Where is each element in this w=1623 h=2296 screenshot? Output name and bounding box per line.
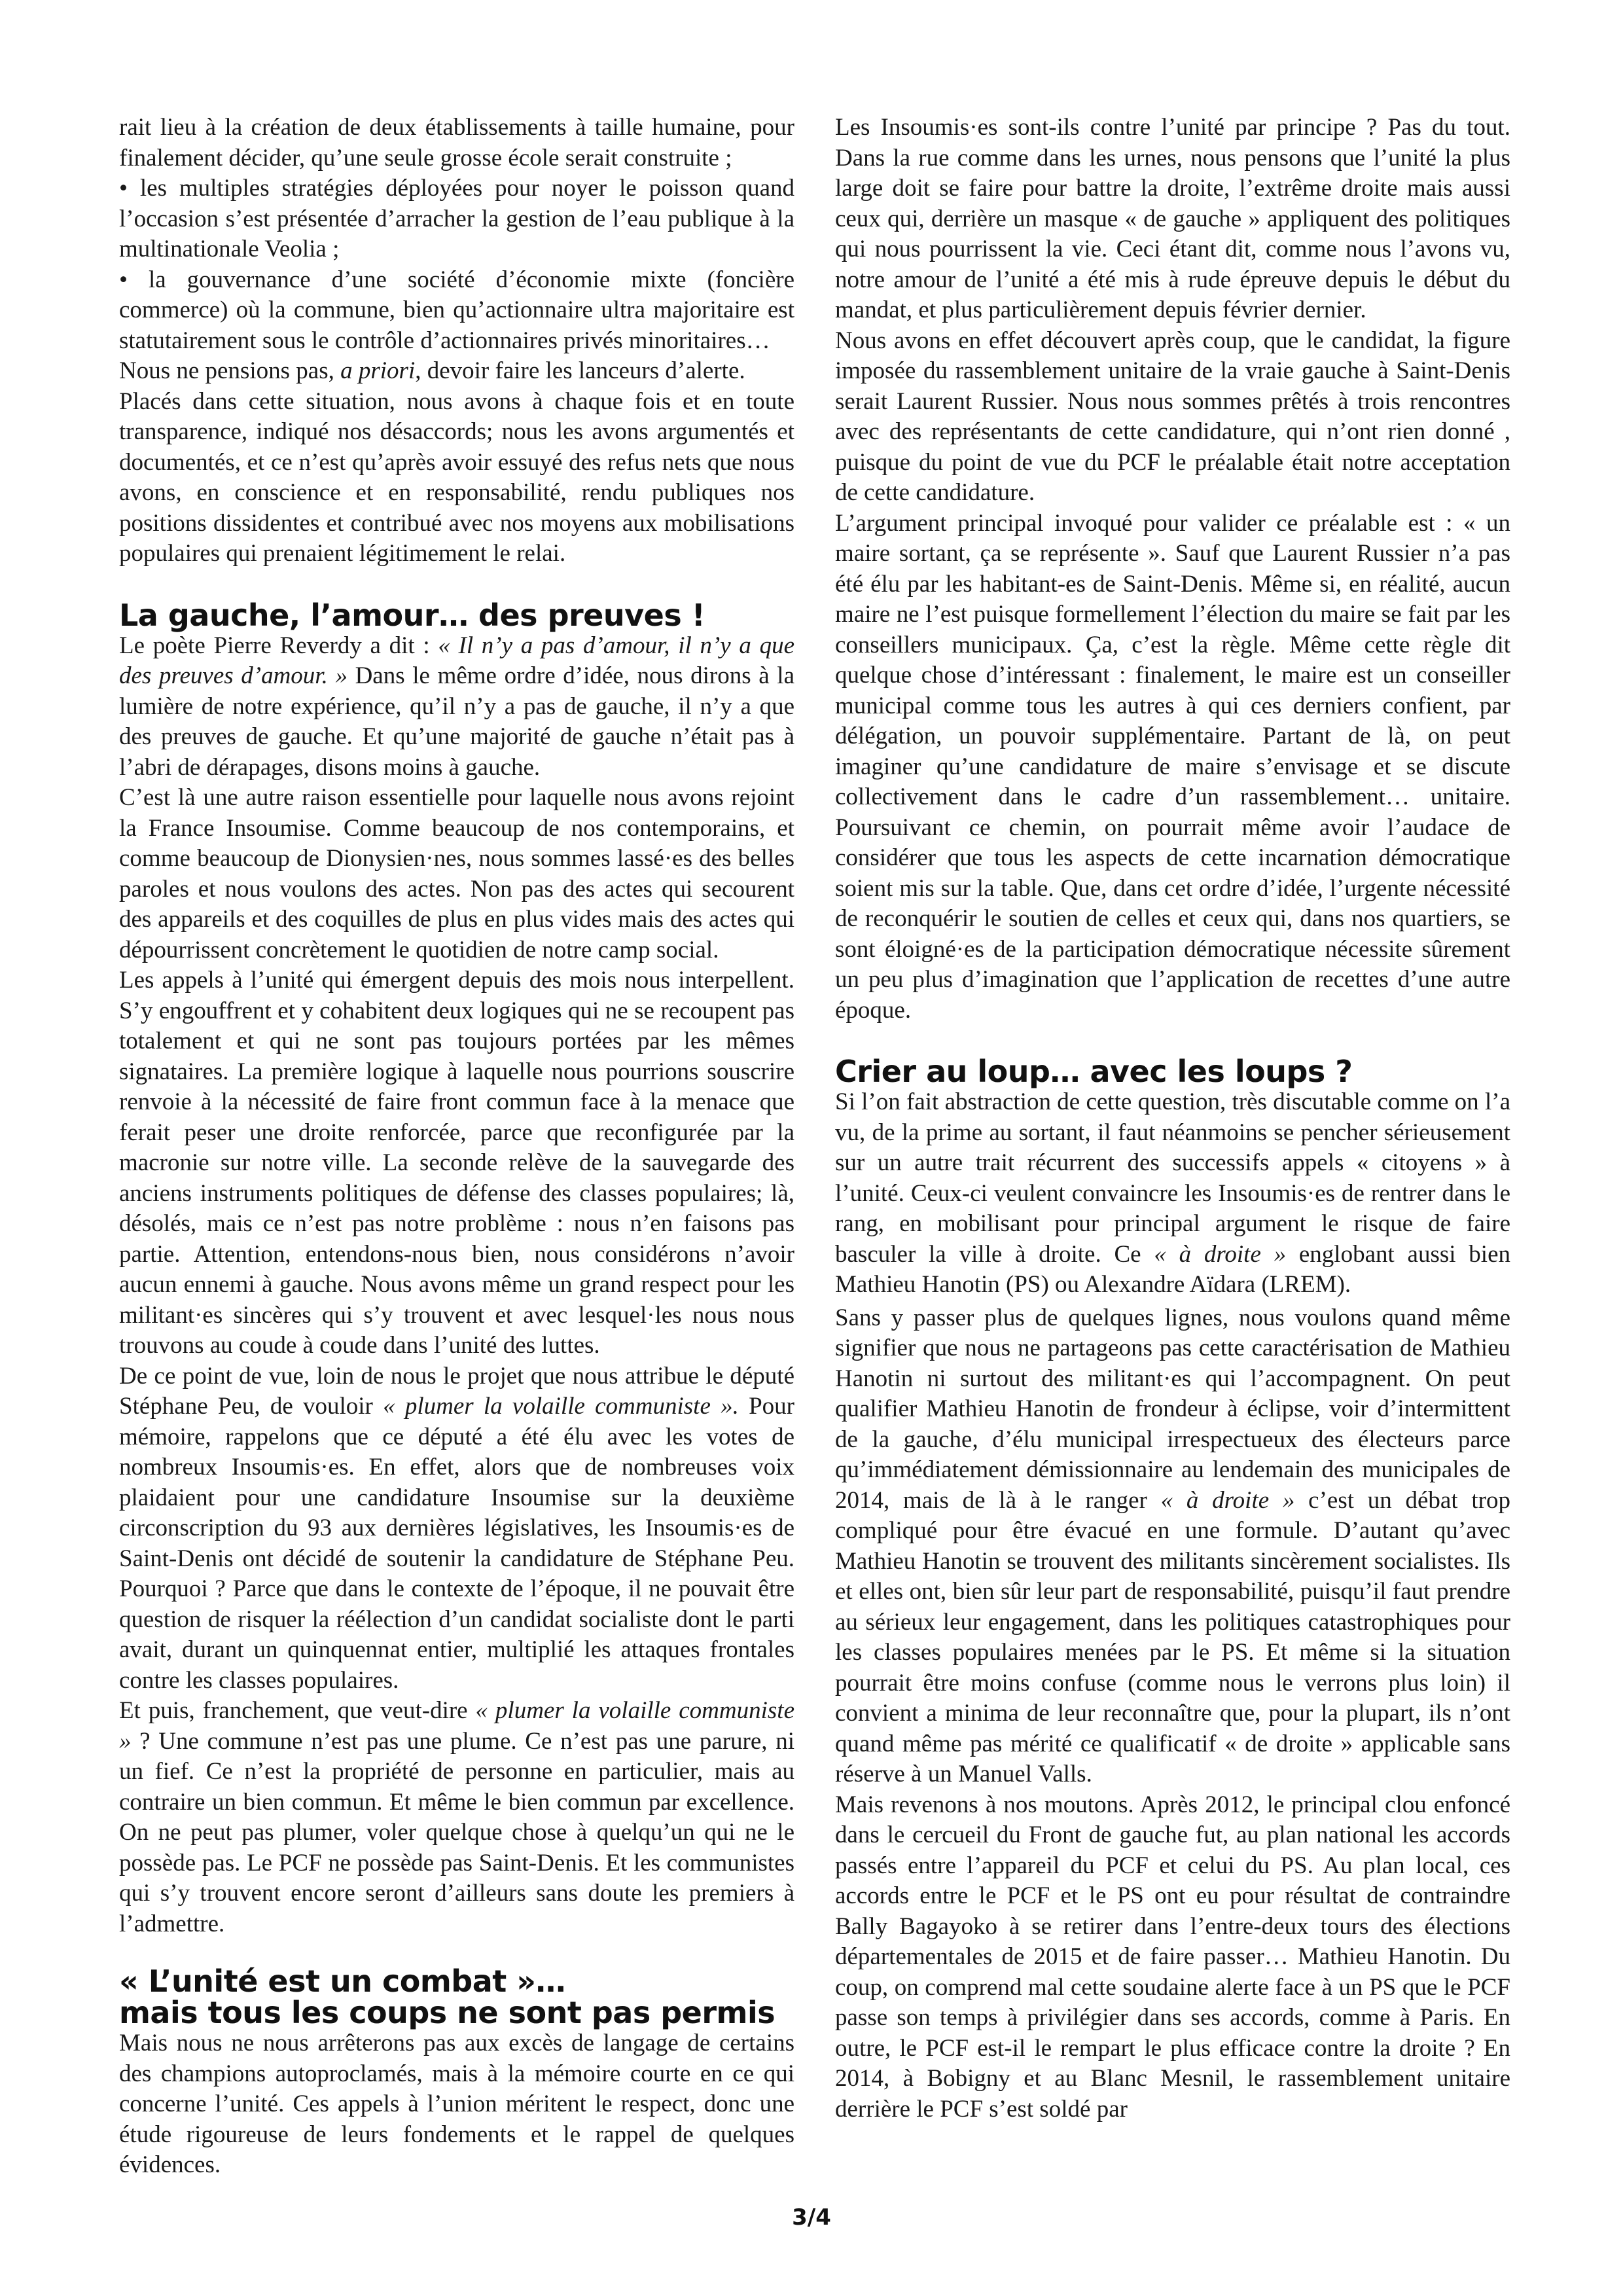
paragraph: Mais revenons à nos moutons. Après 2012, le principal clou enfoncé dans le cercueil du Front de gauche fut, au plan national les accords passés entre l’appareil du PCF et celui du PS. Au plan local, ces accords entre le PCF et le PS ont eu pour résultat de contraindre Bally Bagayoko à se retirer dans l’entre-deux tours des élections départementales de 2015 et de faire passer… Mathieu Hanotin. Du coup, on comprend mal cette soudaine alerte face à un PS que le PCF passe son temps à privilégier dans ses accords, comme à Paris. En outre, le PCF est-il le rempart le plus efficace contre la droite ? En 2014, à Bobigny et au Blanc Mesnil, le rassemblement unitaire derrière le PCF s’est soldé par [835, 1791, 1510, 2123]
paragraph: Mais nous ne nous arrêterons pas aux excès de langage de certains des champions autoproclamés, mais à la mémoire courte en ce qui concerne l’unité. Ces appels à l’union méritent le respect, donc une étude rigoureuse de leurs fondements et le rappel de quelques évidences. [119, 2030, 794, 2178]
bullet-item: • la gouvernance d’une société d’économie mixte (foncière commerce) où la commune, bien qu’actionnaire ultra majoritaire est statutairement sous le contrôle d’actionnaires privés minoritaires… [119, 266, 794, 354]
page-number: 3/4 [792, 2204, 831, 2231]
bullet-item: • les multiples stratégies déployées pour noyer le poisson quand l’occasion s’est présentée d’arracher la gestion de l’eau publique à la multinationale Veolia ; [119, 175, 794, 262]
paragraph: Nous ne pensions pas, a priori, devoir faire les lanceurs d’alerte. [119, 357, 745, 384]
paragraph: Et puis, franchement, que veut-dire « plumer la volaille communiste » ? Une commune n’est pas une plume. Ce n’est pas une parure, ni un fief. Ce n’est la propriété de personne en particulier, mais au contraire un bien commun. Et même le bien commun par excellence. On ne peut pas plumer, voler quelque chose à quelqu’un qui ne le possède pas. Le PCF ne possède pas Saint-Denis. Et les communistes qui s’y trouvent encore seront d’ailleurs sans doute les premiers à l’admettre. [119, 1697, 794, 1937]
paragraph: rait lieu à la création de deux établissements à taille humaine, pour finalement décider, qu’une seule grosse école serait construite ; [119, 114, 794, 171]
paragraph: Placés dans cette situation, nous avons à chaque fois et en toute transparence, indiqué nos désaccords; nous les avons argumentés et documentés, et ce n’est qu’après avoir essuyé des refus nets que nous avons, en conscience et en responsabilité, rendu publiques nos positions dissidentes et contribué avec nos moyens aux mobilisations populaires qui prenaient légitimement le relai. [119, 387, 794, 567]
paragraph: Les Insoumis·es sont-ils contre l’unité par principe ? Pas du tout. Dans la rue comme dans les urnes, nous pensons que l’unité la plus large doit se faire pour battre la droite, l’extrême droite mais aussi ceux qui, derrière un masque « de gauche » appliquent des politiques qui nous pourrissent la vie. Ceci étant dit, comme nous l’avons vu, notre amour de l’unité a été mis à rude épreuve depuis le début du mandat, et plus particulièrement depuis février dernier. [835, 114, 1510, 323]
paragraph: L’argument principal invoqué pour valider ce préalable est : « un maire sortant, ça se représente ». Sauf que Laurent Russier n’a pas été élu par les habitant-es de Saint-Denis. Même si, en réalité, aucun maire ne l’est puisque formellement l’élection du maire se fait par les conseillers municipaux. Ça, c’est la règle. Même cette règle dit quelque chose d’intéressant : finalement, le maire est un conseiller municipal comme tous les autres à qui ces derniers confient, par délégation, un pouvoir supplémentaire. Partant de là, on peut imaginer qu’une candidature de maire s’envisage et se discute collectivement dans le cadre d’un rassemblement… unitaire. Poursuivant ce chemin, on pourrait même avoir l’audace de considérer que tous les aspects de cette incarnation démocratique soient mis sur la table. Que, dans cet ordre d’idée, l’urgente nécessité de reconquérir le soutien de celles et ceux qui, dans nos quartiers, se sont éloigné·es de la participation démocratique nécessite sûrement un peu plus d’imagination que l’application de recettes d’une autre époque. [835, 509, 1510, 1024]
section-heading: « L’unité est un combat »… mais tous les coups ne sont pas permis [119, 1964, 776, 2030]
paragraph: Sans y passer plus de quelques lignes, nous voulons quand même signifier que nous ne partageons pas cette caractérisation de Mathieu Hanotin ni surtout des militant·es qui l’accompagnent. On peut qualifier Mathieu Hanotin de frondeur à éclipse, voir d’intermittent de la gauche, d’élu municipal irrespectueux des électeurs parce qu’immédiatement démissionnaire au lendemain des municipales de 2014, mais de là à le ranger « à droite » c’est un débat trop compliqué pour être évacué en une formule. D’autant qu’avec Mathieu Hanotin se trouvent des militants sincèrement socialistes. Ils et elles ont, bien sûr leur part de responsabilité, puisqu’il faut prendre au sérieux leur engagement, dans les politiques catastrophiques pour les classes populaires menées par le PS. Et même si la situation pourrait être moins confuse (comme nous le verrons plus loin) il convient a minima de leur reconnaître que, pour la plupart, ils n’ont quand même pas mérité ce qualificatif « de droite » applicable sans réserve à un Manuel Valls. [835, 1304, 1510, 1787]
paragraph: Le poète Pierre Reverdy a dit : « Il n’y a pas d’amour, il n’y a que des preuves d’amour. » Dans le même ordre d’idée, nous dirons à la lumière de notre expérience, qu’il n’y a pas de gauche, il n’y a que des preuves de gauche. Et qu’une majorité de gauche n’était pas à l’abri de dérapages, disons moins à gauche. [119, 632, 794, 781]
section-heading: Crier au loup… avec les loups ? [835, 1054, 1353, 1089]
paragraph: Les appels à l’unité qui émergent depuis des mois nous interpellent. S’y engouffrent et y cohabitent deux logiques qui ne se recoupent pas totalement et qui ne sont pas toujours portées par les mêmes signataires. La première logique à laquelle nous pourrions souscrire renvoie à la nécessité de faire front commun face à la menace que ferait peser une droite renforcée, parce que reconfigurée par la macronie sur notre ville. La seconde relève de la sauvegarde des anciens instruments politiques de défense des classes populaires; là, désolés, mais ce n’est pas notre problème : nous n’en faisons pas partie. Attention, entendons-nous bien, nous considérons n’avoir aucun ennemi à gauche. Nous avons même un grand respect pour les militant·es sincères qui s’y trouvent et avec lesquel·les nous nous trouvons au coude à coude dans l’unité des luttes. [119, 967, 794, 1359]
paragraph: De ce point de vue, loin de nous le projet que nous attribue le député Stéphane Peu, de vouloir « plumer la volaille communiste ». Pour mémoire, rappelons que ce député a été élu avec les votes de nombreux Insoumis·es. En effet, alors que de nombreuses voix plaidaient pour une candidature Insoumise sur la deuxième circonscription du 93 aux dernières législatives, les Insoumis·es de Saint-Denis ont décidé de soutenir la candidature de Stéphane Peu. Pourquoi ? Parce que dans le contexte de l’époque, il ne pouvait être question de risquer la réélection d’un candidat socialiste dont le parti avait, durant un quinquennat entier, multiplié les attaques frontales contre les classes populaires. [119, 1362, 794, 1694]
paragraph: Si l’on fait abstraction de cette question, très discutable comme on l’a vu, de la prime au sortant, il faut néanmoins se pencher sérieusement sur un autre trait récurrent des successifs appels « citoyens » à l’unité. Ceux-ci veulent convaincre les Insoumis·es de rentrer dans le rang, en mobilisant pour principal argument le risque de faire basculer la ville à droite. Ce « à droite » englobant aussi bien Mathieu Hanotin (PS) ou Alexandre Aïdara (LREM). [835, 1088, 1510, 1298]
section-heading: La gauche, l’amour… des preuves ! [119, 597, 705, 633]
left-column [119, 113, 794, 2181]
paragraph: C’est là une autre raison essentielle pour laquelle nous avons rejoint la France Insoumise. Comme beaucoup de nos contemporains, et comme beaucoup de Dionysien·nes, nous sommes lassé·es des belles paroles et nous voulons des actes. Non pas des actes qui secourent des appareils et des coquilles de plus en plus vides mais des actes qui dépourrissent concrètement le quotidien de notre camp social. [119, 784, 794, 963]
right-column [835, 113, 1510, 2125]
paragraph: Nous avons en effet découvert après coup, que le candidat, la figure imposée du rassemblement unitaire de la vraie gauche à Saint-Denis serait Laurent Russier. Nous nous sommes prêtés à trois rencontres avec des représentants de cette candidature, qui n’ont rien donné , puisque du point de vue du PCF le préalable était notre acceptation de cette candidature. [835, 327, 1510, 506]
